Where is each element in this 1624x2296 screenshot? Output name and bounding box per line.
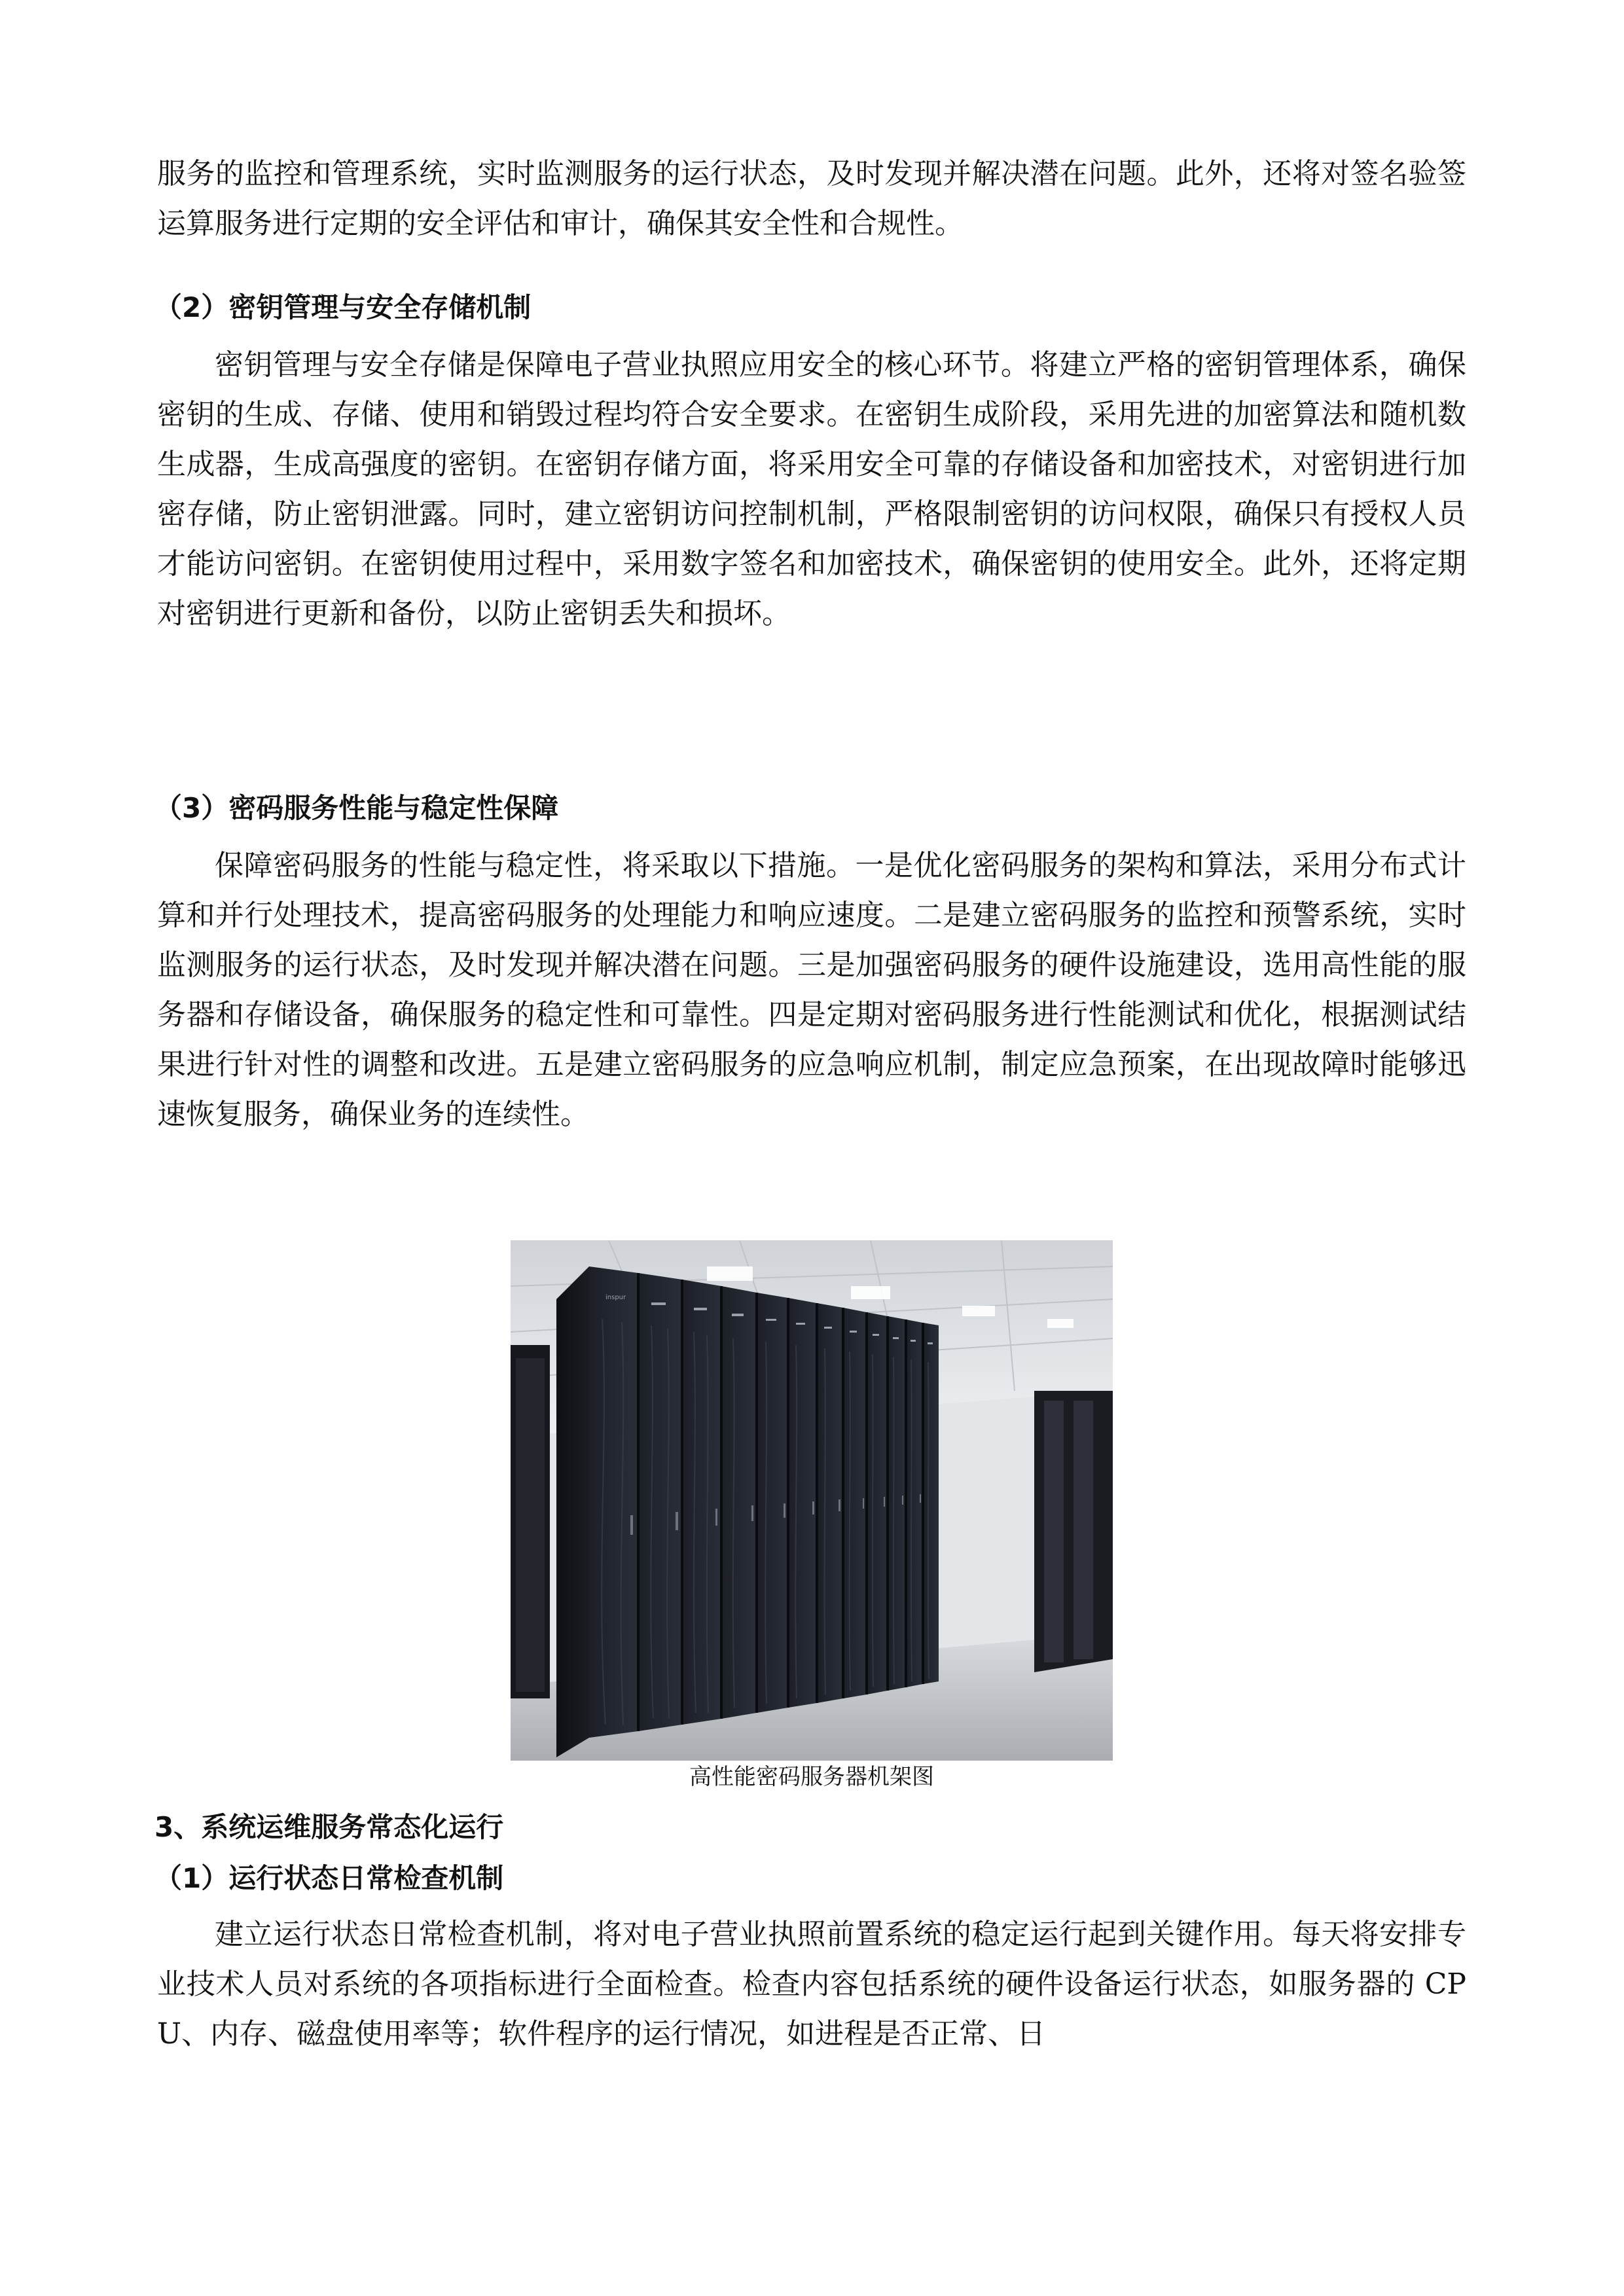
paragraph-key-management: 密钥管理与安全存储是保障电子营业执照应用安全的核心环节。将建立严格的密钥管理体系，确保密钥的生成、存储、使用和销毁过程均符合安全要求。在密钥生成阶段，采用先进的加密算法和随机数生成器，生成高强度的密钥。在密钥存储方面，将采用安全可靠的存储设备和加密技术，对密钥进行加密存储，防止密钥泄露。同时，建立密钥访问控制机制，严格限制密钥的访问权限，确保只有授权人员才能访问密钥。在密钥使用过程中，采用数字签名和加密技术，确保密钥的使用安全。此外，还将定期对密钥进行更新和备份，以防止密钥丢失和损坏。 — [157, 348, 1466, 630]
section-heading-daily-check: （1）运行状态日常检查机制 — [154, 1862, 504, 1894]
chapter-heading-ops: 3、系统运维服务常态化运行 — [154, 1811, 504, 1843]
figure-caption: 高性能密码服务器机架图 — [689, 1764, 934, 1790]
paragraph-crypto-performance: 保障密码服务的性能与稳定性，将采取以下措施。一是优化密码服务的架构和算法，采用分布式计算和并行处理技术，提高密码服务的处理能力和响应速度。二是建立密码服务的监控和预警系统，实时监测服务的运行状态，及时发现并解决潜在问题。三是加强密码服务的硬件设施建设，选用高性能的服务器和存储设备，确保服务的稳定性和可靠性。四是定期对密码服务进行性能测试和优化，根据测试结果进行针对性的调整和改进。五是建立密码服务的应急响应机制，制定应急预案，在出现故障时能够迅速恢复服务，确保业务的连续性。 — [157, 849, 1466, 1131]
paragraph-daily-check: 建立运行状态日常检查机制，将对电子营业执照前置系统的稳定运行起到关键作用。每天将安排专业技术人员对系统的各项指标进行全面检查。检查内容包括系统的硬件设备运行状态，如服务器的 CPU、内存、磁盘使用率等；软件程序的运行情况，如进程是否正常、日 — [157, 1918, 1466, 2051]
paragraph-continuation: 服务的监控和管理系统，实时监测服务的运行状态，及时发现并解决潜在问题。此外，还将对签名验签运算服务进行定期的安全评估和审计，确保其安全性和合规性。 — [157, 157, 1466, 240]
rack-brand-label: inspur — [605, 1294, 626, 1301]
section-heading-crypto-performance: （3）密码服务性能与稳定性保障 — [154, 792, 559, 824]
section-heading-key-management: （2）密钥管理与安全存储机制 — [154, 291, 532, 323]
server-rack-image — [511, 1240, 1113, 1761]
